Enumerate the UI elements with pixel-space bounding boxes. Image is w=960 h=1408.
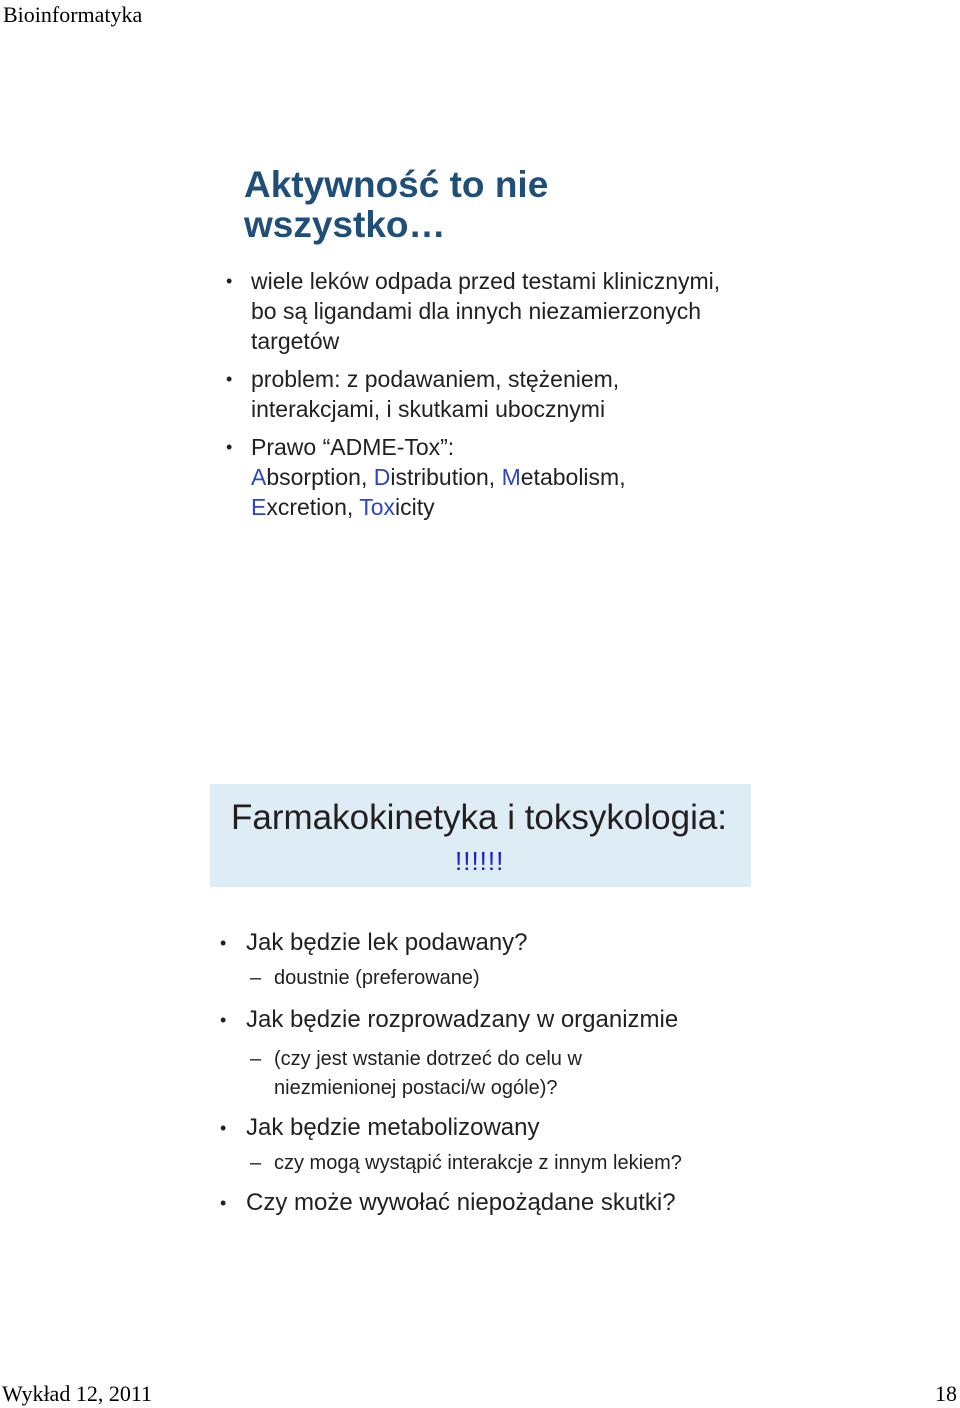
bullet-icon: • [226,271,233,291]
bullet-text: Jak będzie lek podawany? [246,929,528,956]
list-item [226,266,746,356]
slide-title [244,165,764,245]
bullet-text: Jak będzie rozprowadzany w organizmie [246,1006,679,1033]
bullet-icon: • [226,369,233,389]
sub-item-text: (czy jest wstanie dotrzeć do celu w niezmienionej postaci/w ogóle)? [274,1048,582,1099]
dash-icon: – [250,967,262,989]
list-item [220,928,760,958]
list-item [226,432,746,522]
slide-2-title: Farmakokinetyka i toksykologia: [231,798,728,837]
list-item [220,1005,760,1035]
adme-letter-m: M [501,464,521,490]
footer-lecture: Wykład 12, 2011 [2,1381,153,1406]
bullet-text: Czy może wywołać niepożądane skutki? [246,1189,676,1216]
slide-title-line-1: Aktywność to nie [244,164,549,205]
slide-1-bullet-list [226,266,746,530]
adme-rest-e: xcretion, [266,494,360,520]
sub-list-item [220,1149,760,1178]
dash-icon: – [250,1152,262,1174]
bullet-icon: • [220,1118,227,1138]
page-header: Bioinformatyka [3,2,143,27]
list-item [220,1113,760,1143]
bullet-text: Jak będzie metabolizowany [246,1114,540,1141]
adme-letter-a: A [251,464,267,490]
slide-title-line-2: wszystko… [244,204,446,245]
sub-list-item [220,1045,694,1103]
adme-rest-a: bsorption, [266,464,374,490]
sub-item-text: doustnie (preferowane) [274,967,480,989]
adme-rest-tox: icity [395,494,435,520]
slide-2-exclamation: !!!!!! [455,846,505,876]
bullet-icon: • [220,933,227,953]
adme-expansion [251,464,626,520]
adme-letter-d: D [373,464,391,490]
dash-icon: – [250,1048,262,1070]
bullet-text: problem: z podawaniem, stężeniem, interakcjami, i skutkami ubocznymi [251,366,620,422]
adme-rest-m: etabolism, [520,464,626,490]
sub-item-text: czy mogą wystąpić interakcje z innym lekiem? [274,1152,682,1174]
bullet-text: wiele leków odpada przed testami klinicznymi, bo są ligandami dla innych niezamierzonych targetów [251,268,721,354]
adme-heading: Prawo “ADME-Tox”: [251,434,455,460]
bullet-icon: • [220,1010,227,1030]
list-item [220,1188,760,1218]
bullet-icon: • [226,437,233,457]
adme-letter-tox: Tox [359,494,396,520]
bullet-icon: • [220,1193,227,1213]
page-number: 18 [935,1381,957,1406]
adme-rest-d: istribution, [390,464,502,490]
list-item [226,364,746,424]
slide-2-bullet-list [220,928,760,1218]
sub-list-item [220,964,760,993]
adme-letter-e: E [251,494,267,520]
